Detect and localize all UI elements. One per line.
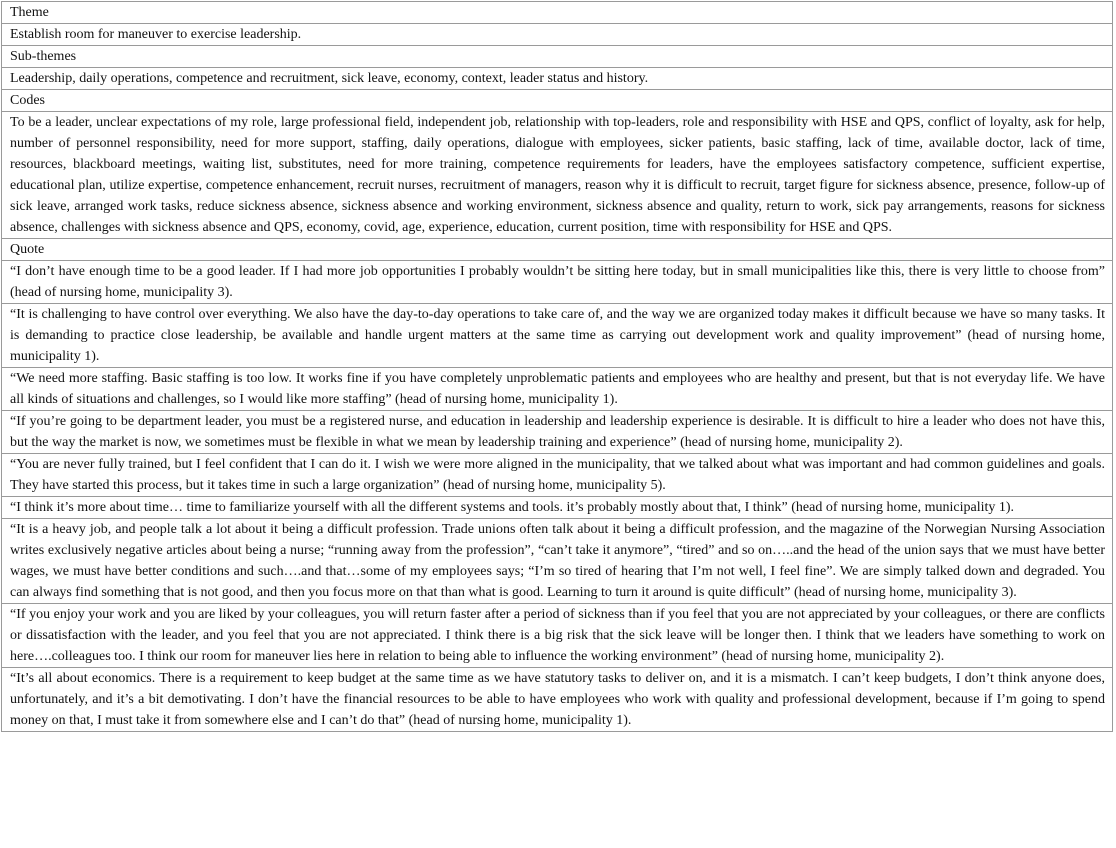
codes-cell — [2, 112, 1113, 239]
theme-text: Establish room for maneuver to exercise leadership. — [10, 27, 302, 42]
quote-header-cell — [2, 239, 1113, 261]
table-row — [2, 368, 1113, 411]
theme-header-cell — [2, 2, 1113, 24]
section-header-row — [2, 239, 1113, 261]
table-row — [2, 454, 1113, 497]
sub-themes-header-cell — [2, 46, 1113, 68]
quote-text: “If you’re going to be department leader, you must be a registered nurse, and education in leadership and leadership experience is desirable. It is difficult to hire a leader who does not have this, but the way the market is now, we sometimes must be flexible in what we mean by leadership training and experience” (head of nursing home, municipality 2). — [10, 414, 1105, 450]
table-row — [2, 497, 1113, 519]
quote-text: “You are never fully trained, but I feel confident that I can do it. I wish we were more aligned in the municipality, that we talked about what was important and had common guidelines and goals. They have started this process, but it takes time in such a large organization” (head of nursing home, municipality 5). — [10, 457, 1105, 493]
table-row — [2, 604, 1113, 668]
theme-header: Theme — [10, 5, 49, 20]
quote-text: “I think it’s more about time… time to familiarize yourself with all the different systems and tools. it’s probably mostly about that, I think” (head of nursing home, municipality 1). — [10, 500, 1015, 515]
sub-themes-text: Leadership, daily operations, competence and recruitment, sick leave, economy, context, leader status and history. — [10, 71, 649, 86]
quote-cell — [2, 604, 1113, 668]
theme-cell — [2, 24, 1113, 46]
sub-themes-header: Sub-themes — [10, 49, 77, 64]
quote-cell — [2, 411, 1113, 454]
quote-cell — [2, 304, 1113, 368]
table-row — [2, 24, 1113, 46]
section-header-row — [2, 2, 1113, 24]
section-header-row — [2, 46, 1113, 68]
codes-header: Codes — [10, 93, 45, 108]
table-row — [2, 304, 1113, 368]
quote-cell — [2, 261, 1113, 304]
table-row — [2, 112, 1113, 239]
quote-text: “It is a heavy job, and people talk a lot about it being a difficult profession. Trade unions often talk about it being a difficult profession, and the magazine of the Norwegian Nursing Association writes exclusively negative articles about being a nurse; “running away from the profession”, “can’t take it anymore”, “tired” and so on…..and the head of the union says that we must have better wages, we must have better conditions and such….and that…some of my employees says; “I’m so tired of hearing that I’m not well, I feel fine”. We are simply talked down and degraded. You can always find something that is not good, and then you focus more on that than what is good. Learning to turn it around is quite difficult” (head of nursing home, municipality 3). — [10, 522, 1105, 600]
quote-header: Quote — [10, 242, 45, 257]
table-row — [2, 261, 1113, 304]
table-row — [2, 519, 1113, 604]
table-row — [2, 68, 1113, 90]
table-row — [2, 668, 1113, 732]
section-header-row — [2, 90, 1113, 112]
quote-cell — [2, 668, 1113, 732]
quote-cell — [2, 454, 1113, 497]
quote-cell — [2, 368, 1113, 411]
quote-text: “It is challenging to have control over everything. We also have the day-to-day operations to take care of, and the way we are organized today makes it difficult because we have so many tasks. It is demanding to practice close leadership, be available and handle urgent matters at the same time as carrying out development work and quality improvement” (head of nursing home, municipality 1). — [10, 307, 1105, 364]
quote-cell — [2, 519, 1113, 604]
quote-cell — [2, 497, 1113, 519]
sub-themes-cell — [2, 68, 1113, 90]
quote-text: “If you enjoy your work and you are liked by your colleagues, you will return faster after a period of sickness than if you feel that you are not appreciated by your colleagues, or there are conflicts or dissatisfaction with the leader, and you feel that you are not appreciated. I think there is a big risk that the sick leave will be longer then. I think that we leaders have something to work on here….colleagues too. I think our room for maneuver lies here in relation to being able to influence the working environment” (head of nursing home, municipality 2). — [10, 607, 1105, 664]
quote-text: “We need more staffing. Basic staffing is too low. It works fine if you have completely unproblematic patients and employees who are healthy and present, but that is not everyday life. We have all kinds of situations and challenges, so I would like more staffing” (head of nursing home, municipality 1). — [10, 371, 1105, 407]
quote-text: “I don’t have enough time to be a good leader. If I had more job opportunities I probably wouldn’t be sitting here today, but in small municipalities like this, there is very little to choose from” (head of nursing home, municipality 3). — [10, 264, 1105, 300]
thematic-analysis-table — [1, 1, 1113, 732]
quote-text: “It’s all about economics. There is a requirement to keep budget at the same time as we have statutory tasks to deliver on, and it is a mismatch. I can’t keep budgets, I don’t think anyone does, unfortunately, and it’s a bit demotivating. I don’t have the financial resources to be able to have employees who work with quality and professional development, because if I’m going to spend money on that, I must take it from somewhere else and I can’t do that” (head of nursing home, municipality 1). — [10, 671, 1105, 728]
table-row — [2, 411, 1113, 454]
codes-text: To be a leader, unclear expectations of my role, large professional field, independent job, relationship with top-leaders, role and responsibility with HSE and QPS, conflict of loyalty, ask for help, number of personnel responsibility, need for more support, staffing, daily operations, dialogue with employees, sicker patients, basic staffing, lack of time, available doctor, lack of time, resources, blackboard meetings, waiting list, substitutes, need for more training, competence requirements for leaders, have the employees satisfactory competence, sufficient expertise, educational plan, utilize expertise, competence enhancement, recruit nurses, recruitment of managers, reason why it is difficult to recruit, target figure for sickness absence, presence, follow-up of sick leave, arranged work tasks, reduce sickness absence, sickness absence and working environment, sickness absence and quality, return to work, sick pay arrangements, reasons for sickness absence, challenges with sickness absence and QPS, economy, covid, age, experience, education, current position, time with responsibility for HSE and QPS. — [10, 115, 1105, 235]
codes-header-cell — [2, 90, 1113, 112]
